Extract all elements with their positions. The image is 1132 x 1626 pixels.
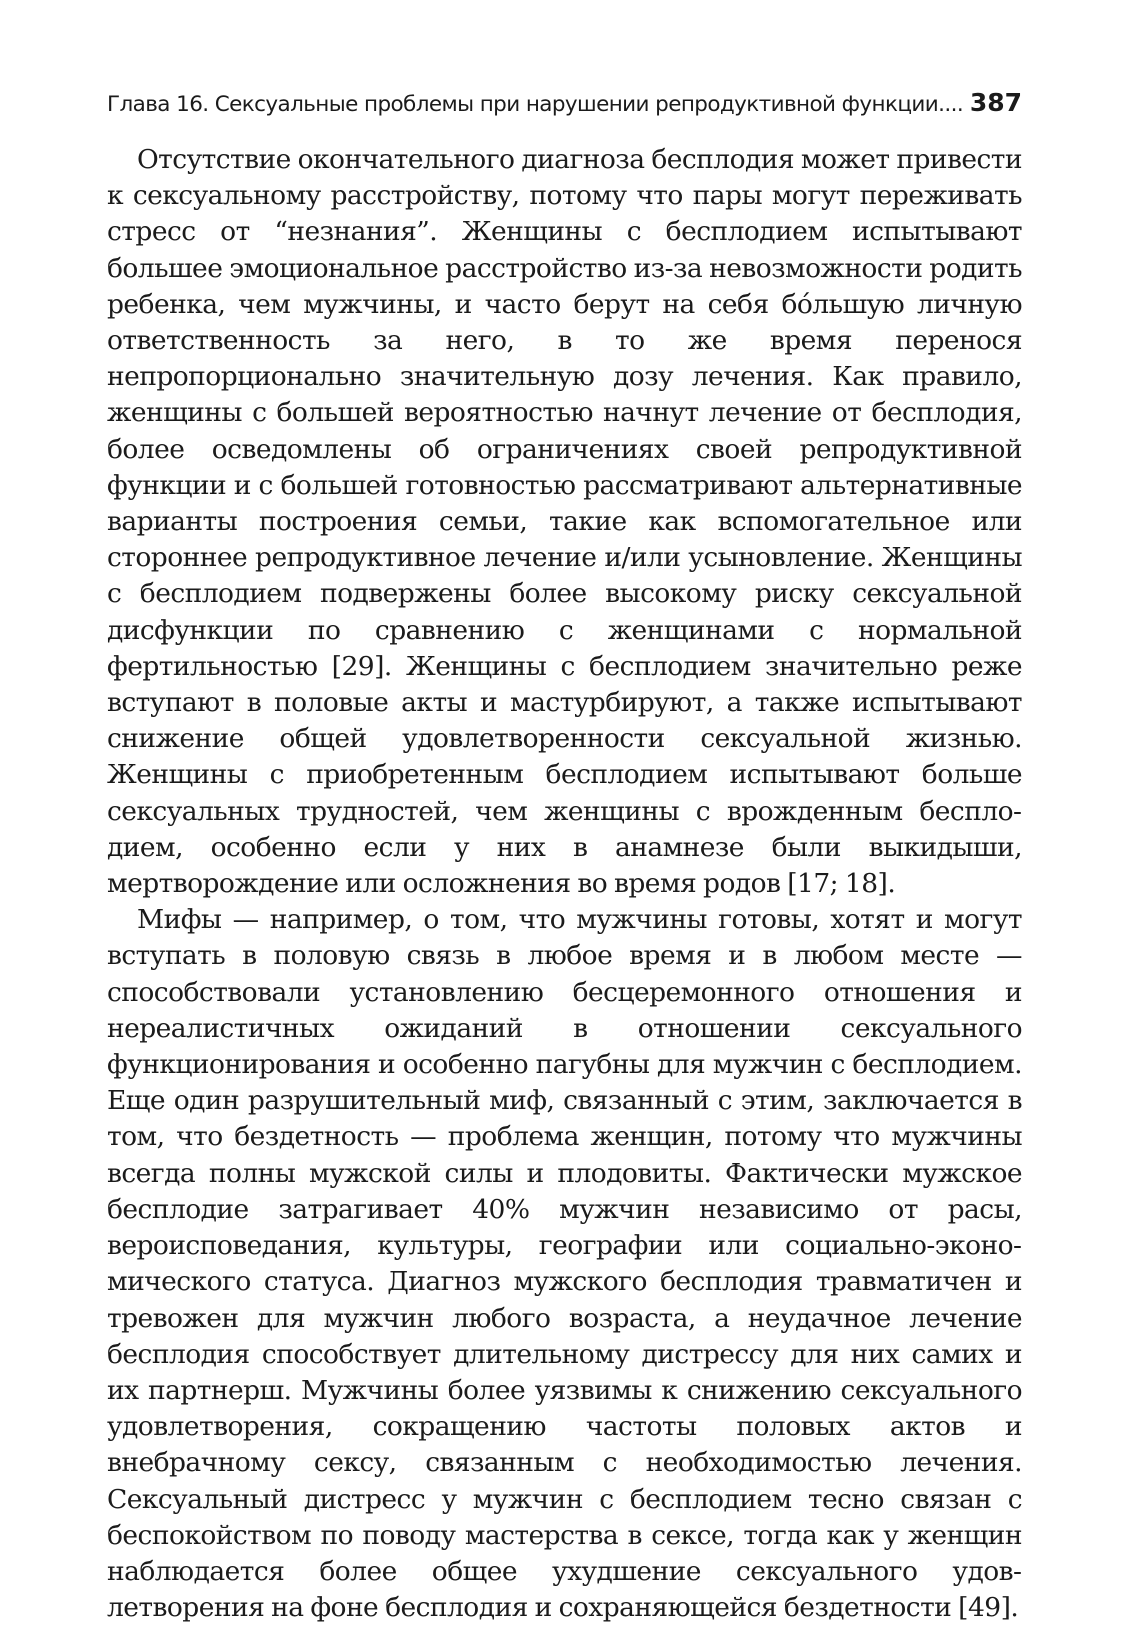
body-text xyxy=(107,142,1022,1626)
paragraph-myths-men: Мифы — например, о том, что мужчины готовы, хотят и могут вступать в половую связь в любое время и в любом месте — способствовали установлению бесцеремонного отношения и нереалистичных ожиданий в отношении сексуального функционирования и особенно пагубны для мужчин с бесплодием. Еще один разрушительный миф, связанный с этим, заключается в том, что бездетность — проблема женщин, потому что мужчины всегда полны мужской силы и плодовиты. Фактически мужское бесплодие затрагивает 40% мужчин независимо от расы, вероисповедания, культуры, географии или социально-экономического статуса. Диагноз мужского бесплодия травматичен и тревожен для мужчин любого возраста, а неудачное лечение бесплодия способствует длительному дистрессу для них самих и их партнерш. Мужчины более уязвимы к снижению сексуального удовлетворения, сокращению частоты половых актов и внебрачному сексу, связанным с необходимостью лечения. Сексуальный дистресс у мужчин с бесплодием тесно связан с беспокойством по поводу мастерства в сексе, тогда как у женщин наблюдается более общее ухудшение сексуального удовлетворения на фоне бесплодия и сохраняющейся бездетности [49]. xyxy=(107,904,1022,1624)
book-page xyxy=(107,88,1022,1626)
running-header xyxy=(107,88,1022,128)
chapter-title: Глава 16. Сексуальные проблемы при нарушении репродуктивной функции.... xyxy=(107,92,964,117)
page-number: 387 xyxy=(969,88,1022,117)
paragraph-infertility-women: Отсутствие окончательного диагноза бесплодия может привести к сексуальному расстройству, потому что пары могут переживать стресс от “незнания”. Женщины с бесплодием испытывают большее эмоциональное расстройство из-за невозможности родить ребенка, чем мужчины, и часто берут на себя бóльшую личную ответственность за него, в то же время перенося непропорционально значительную дозу лечения. Как правило, женщины с большей вероятностью начнут лечение от бесплодия, более осведомлены об ограничениях своей репродуктивной функции и с большей готовностью рассматривают альтернативные варианты построения семьи, такие как вспомогательное или стороннее репродуктивное лечение и/или усыновление. Женщины с бесплодием подвержены более высокому риску сексуальной дисфункции по сравнению с женщинами с нормальной фертильностью [29]. Женщины с бесплодием значительно реже вступают в половые акты и мастурбируют, а также испытывают снижение общей удовлетворенности сексуальной жизнью. Женщины с приобретенным бесплодием испытывают больше сексуальных трудностей, чем женщины с врожденным бесплодием, особенно если у них в анамнезе были выкидыши, мертворождение или осложнения во время родов [17; 18]. xyxy=(107,144,1022,900)
